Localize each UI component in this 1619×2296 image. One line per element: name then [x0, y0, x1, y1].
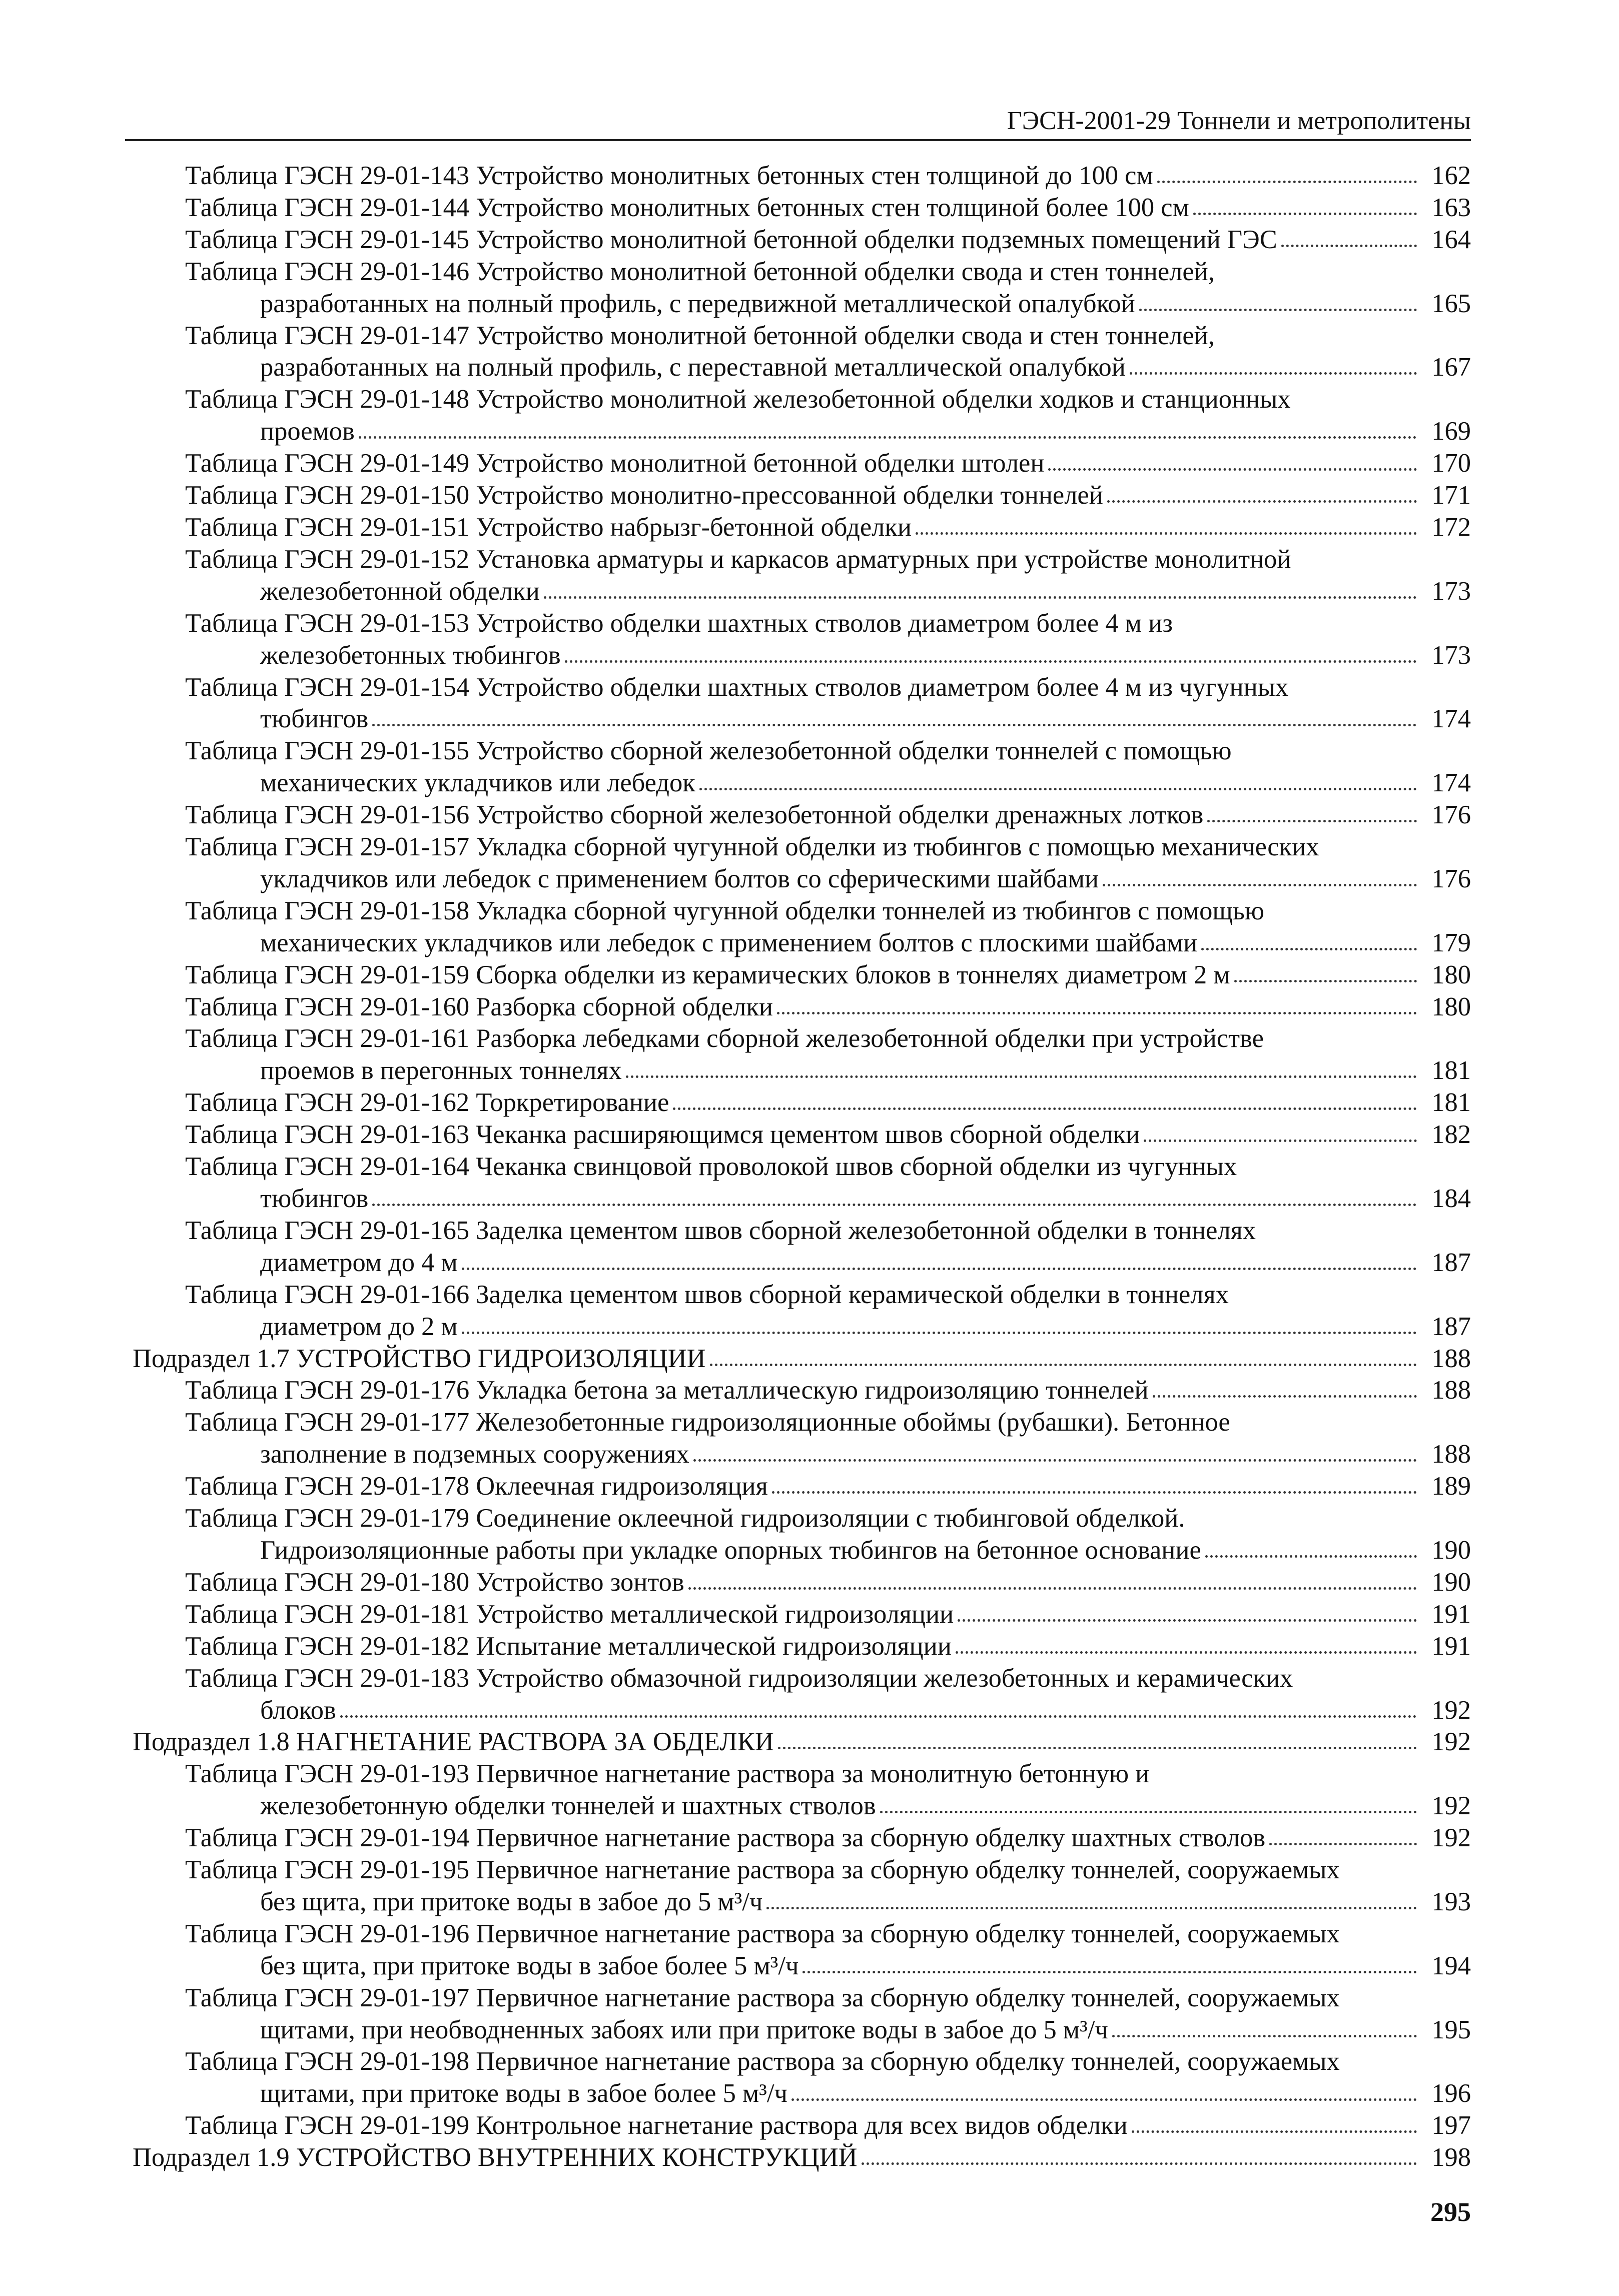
dot-leader [862, 2162, 1417, 2165]
toc-entry-line [185, 1471, 1471, 1503]
toc-entry-line [133, 2142, 1471, 2174]
toc-entry-line [185, 1087, 1471, 1119]
toc-entry-line [185, 1119, 1471, 1151]
toc-entry-line [185, 1535, 1471, 1567]
toc-page-number: 162 [1431, 161, 1471, 190]
toc-entry-line [185, 799, 1471, 831]
page-number: 295 [1430, 2197, 1471, 2227]
toc-table-entry[interactable] [125, 1119, 1471, 1151]
toc-subsection-entry[interactable] [125, 2142, 1471, 2174]
toc-table-entry[interactable] [125, 544, 1471, 608]
toc-entry-line [185, 991, 1471, 1023]
toc-table-entry[interactable] [125, 1503, 1471, 1567]
dot-leader [1269, 1843, 1417, 1845]
dot-leader [1130, 372, 1417, 375]
toc-entry-line [185, 767, 1471, 799]
toc-table-entry[interactable] [125, 1982, 1471, 2046]
toc-table-entry[interactable] [125, 991, 1471, 1023]
toc-entry-line [185, 480, 1471, 512]
toc-entry-text: Таблица ГЭСН 29-01-178 Оклеечная гидроизоляция [185, 1472, 768, 1501]
toc-page-number: 191 [1431, 1599, 1471, 1629]
toc-entry-text: Таблица ГЭСН 29-01-198 Первичное нагнетание раствора за сборную обделку тоннелей, сооружаемых [185, 2047, 1340, 2076]
dot-leader [372, 724, 1417, 726]
toc-page-number: 170 [1431, 449, 1471, 478]
dot-leader [673, 1107, 1417, 1110]
toc-table-entry[interactable] [125, 192, 1471, 224]
toc-entry-line [185, 2014, 1471, 2046]
toc-entry-line [185, 2078, 1471, 2110]
toc-table-entry[interactable] [125, 1087, 1471, 1119]
toc-entry-text: проемов в перегонных тоннелях [260, 1056, 622, 1085]
toc-table-entry[interactable] [125, 1471, 1471, 1503]
dot-leader [916, 532, 1417, 535]
toc-entry-line [185, 1790, 1471, 1822]
toc-entry-text: Таблица ГЭСН 29-01-156 Устройство сборной железобетонной обделки дренажных лотков [185, 800, 1204, 830]
toc-entry-line [185, 288, 1471, 320]
toc-table-entry[interactable] [125, 160, 1471, 192]
dot-leader [565, 660, 1417, 663]
toc-table-entry[interactable] [125, 2046, 1471, 2110]
toc-entry-line [185, 1023, 1471, 1055]
toc-table-entry[interactable] [125, 831, 1471, 895]
toc-entry-text: Таблица ГЭСН 29-01-163 Чеканка расширяющимся цементом швов сборной обделки [185, 1120, 1140, 1150]
toc-entry-text: блоков [260, 1695, 336, 1725]
dot-leader [688, 1587, 1417, 1590]
toc-entry-text: Таблица ГЭСН 29-01-179 Соединение оклеечной гидроизоляции с тюбинговой обделкой. [185, 1504, 1185, 1533]
toc-entry-line [185, 703, 1471, 735]
toc-entry-text: без щита, при притоке воды в забое более 5 м³/ч [260, 1951, 799, 1980]
toc-entry-line [185, 224, 1471, 256]
toc-entry-text: Таблица ГЭСН 29-01-196 Первичное нагнетание раствора за сборную обделку тоннелей, сооружаемых [185, 1919, 1340, 1948]
toc-page-number: 184 [1431, 1184, 1471, 1213]
toc-entry-text: тюбингов [260, 704, 369, 734]
toc-entry-text: щитами, при необводненных забоях или при притоке воды в забое до 5 м³/ч [260, 2015, 1108, 2044]
toc-page-number: 179 [1431, 928, 1471, 957]
toc-page-number: 193 [1431, 1887, 1471, 1916]
toc-page-number: 190 [1431, 1567, 1471, 1597]
toc-page-number: 187 [1431, 1248, 1471, 1277]
toc-table-entry[interactable] [125, 1599, 1471, 1631]
toc-table-entry[interactable] [125, 1151, 1471, 1215]
toc-entry-text: диаметром до 4 м [260, 1248, 458, 1277]
toc-page-number: 172 [1431, 512, 1471, 542]
dot-leader [1153, 1395, 1417, 1398]
toc-table-entry[interactable] [125, 224, 1471, 256]
toc-entry-line [185, 1375, 1471, 1407]
dot-leader [772, 1491, 1417, 1494]
toc-table-entry[interactable] [125, 1918, 1471, 1982]
toc-page-number: 187 [1431, 1312, 1471, 1341]
toc-table-entry[interactable] [125, 2110, 1471, 2142]
toc-table-entry[interactable] [125, 320, 1471, 384]
toc-entry-text: Подраздел 1.9 УСТРОЙСТВО ВНУТРЕННИХ КОНСТРУКЦИЙ [133, 2143, 858, 2172]
toc-entry-line [185, 1663, 1471, 1695]
toc-entry-line [185, 1151, 1471, 1183]
toc-entry-text: Таблица ГЭСН 29-01-152 Установка арматуры и каркасов арматурных при устройстве монолитной [185, 544, 1291, 574]
toc-table-entry[interactable] [125, 799, 1471, 831]
toc-page-number: 197 [1431, 2111, 1471, 2140]
toc-entry-line [185, 576, 1471, 608]
toc-entry-line [185, 2110, 1471, 2142]
toc-entry-line [185, 959, 1471, 991]
toc-table-entry[interactable] [125, 959, 1471, 991]
dot-leader [710, 1364, 1417, 1366]
toc-entry-line [185, 1567, 1471, 1599]
toc-entry-line [185, 1950, 1471, 1982]
toc-entry-text: тюбингов [260, 1184, 369, 1213]
toc-entry-line [185, 735, 1471, 767]
toc-entry-line [185, 416, 1471, 448]
toc-entry-line [185, 863, 1471, 895]
toc-entry-text: железобетонной обделки [260, 576, 540, 606]
toc-page-number: 194 [1431, 1951, 1471, 1980]
toc-entry-text: Таблица ГЭСН 29-01-177 Железобетонные гидроизоляционные обоймы (рубашки). Бетонное [185, 1408, 1230, 1437]
toc-entry-line [185, 1247, 1471, 1279]
toc-entry-line [185, 1886, 1471, 1918]
toc-entry-text: Гидроизоляционные работы при укладке опорных тюбингов на бетонное основание [260, 1535, 1201, 1565]
dot-leader [1193, 213, 1417, 215]
toc-entry-text: Таблица ГЭСН 29-01-150 Устройство монолитно-прессованной обделки тоннелей [185, 481, 1103, 510]
toc-entry-text: Таблица ГЭСН 29-01-143 Устройство монолитных бетонных стен толщиной до 100 см [185, 161, 1153, 190]
toc-entry-line [185, 352, 1471, 384]
toc-subsection-entry[interactable] [125, 1726, 1471, 1758]
toc-table-entry[interactable] [125, 895, 1471, 959]
toc-page-number: 192 [1431, 1791, 1471, 1821]
toc-table-entry[interactable] [125, 672, 1471, 736]
toc-page-number: 192 [1431, 1695, 1471, 1725]
toc-entry-line [185, 1822, 1471, 1854]
toc-entry-line [185, 1407, 1471, 1439]
toc-entry-line [185, 1695, 1471, 1727]
toc-entry-text: Таблица ГЭСН 29-01-176 Укладка бетона за металлическую гидроизоляцию тоннелей [185, 1376, 1149, 1405]
dot-leader [1107, 500, 1417, 503]
toc-entry-text: Таблица ГЭСН 29-01-157 Укладка сборной чугунной обделки из тюбингов с помощью механических [185, 832, 1319, 862]
toc-entry-text: Таблица ГЭСН 29-01-193 Первичное нагнетание раствора за монолитную бетонную и [185, 1759, 1150, 1789]
toc-table-entry[interactable] [125, 1663, 1471, 1727]
toc-table-entry[interactable] [125, 1567, 1471, 1599]
toc-page-number: 192 [1431, 1727, 1471, 1757]
toc-entry-text: Таблица ГЭСН 29-01-145 Устройство монолитной бетонной обделки подземных помещений ГЭС [185, 225, 1277, 254]
toc-entry-text: Таблица ГЭСН 29-01-194 Первичное нагнетание раствора за сборную обделку шахтных стволов [185, 1823, 1266, 1853]
toc-entry-line [185, 1918, 1471, 1950]
toc-entry-line [185, 1982, 1471, 2014]
toc-entry-line [185, 448, 1471, 480]
dot-leader [777, 1012, 1417, 1014]
dot-leader [791, 2098, 1417, 2101]
toc-entry-text: Таблица ГЭСН 29-01-199 Контрольное нагнетание раствора для всех видов обделки [185, 2111, 1128, 2140]
toc-page-number: 176 [1431, 800, 1471, 830]
dot-leader [956, 1651, 1417, 1654]
dot-leader [1157, 181, 1417, 183]
dot-leader [462, 1332, 1417, 1334]
dot-leader [766, 1907, 1417, 1909]
toc-table-entry[interactable] [125, 1822, 1471, 1854]
toc-page-number: 165 [1431, 289, 1471, 318]
toc-page-number: 192 [1431, 1823, 1471, 1853]
toc-page-number: 174 [1431, 704, 1471, 734]
toc-entry-text: Таблица ГЭСН 29-01-197 Первичное нагнетание раствора за сборную обделку тоннелей, сооружаемых [185, 1983, 1340, 2012]
toc-entry-text: Таблица ГЭСН 29-01-158 Укладка сборной чугунной обделки тоннелей из тюбингов с помощью [185, 896, 1264, 925]
toc-entry-text: заполнение в подземных сооружениях [260, 1440, 689, 1469]
toc-entry-text: без щита, при притоке воды в забое до 5 м³/ч [260, 1887, 763, 1916]
toc-entry-text: Подраздел 1.8 НАГНЕТАНИЕ РАСТВОРА ЗА ОБДЕЛКИ [133, 1727, 774, 1757]
toc-table-entry[interactable] [125, 1631, 1471, 1663]
dot-leader [544, 596, 1417, 599]
toc-page-number: 169 [1431, 417, 1471, 446]
toc-table-entry[interactable] [125, 1215, 1471, 1279]
toc-entry-line [185, 1631, 1471, 1663]
toc-entry-line [185, 831, 1471, 863]
toc-entry-text: железобетонную обделки тоннелей и шахтных стволов [260, 1791, 876, 1821]
toc-table-entry[interactable] [125, 384, 1471, 448]
toc-entry-line [185, 160, 1471, 192]
dot-leader [1205, 1555, 1417, 1558]
toc-entry-line [185, 1439, 1471, 1471]
dot-leader [1144, 1139, 1417, 1142]
toc-entry-text: укладчиков или лебедок с применением болтов со сферическими шайбами [260, 864, 1099, 893]
toc-entry-text: Подраздел 1.7 УСТРОЙСТВО ГИДРОИЗОЛЯЦИИ [133, 1344, 706, 1373]
toc-table-entry[interactable] [125, 1758, 1471, 1822]
dot-leader [340, 1715, 1417, 1718]
toc-entry-text: Таблица ГЭСН 29-01-164 Чеканка свинцовой проволокой швов сборной обделки из чугунных [185, 1152, 1237, 1182]
toc-entry-line [185, 927, 1471, 959]
toc-table-entry[interactable] [125, 448, 1471, 480]
toc-page-number: 188 [1431, 1440, 1471, 1469]
toc-table-entry[interactable] [125, 1023, 1471, 1087]
toc-entry-text: Таблица ГЭСН 29-01-153 Устройство обделки шахтных стволов диаметром более 4 м из [185, 608, 1173, 638]
toc-page-number: 188 [1431, 1376, 1471, 1405]
toc-entry-text: Таблица ГЭСН 29-01-149 Устройство монолитной бетонной обделки штолен [185, 449, 1045, 478]
toc-entry-line [185, 608, 1471, 640]
dot-leader [626, 1075, 1417, 1078]
dot-leader [1139, 309, 1417, 311]
toc-page-number: 173 [1431, 576, 1471, 606]
toc-page-number: 198 [1431, 2143, 1471, 2172]
toc-page-number: 189 [1431, 1472, 1471, 1501]
dot-leader [359, 436, 1417, 439]
toc-table-entry[interactable] [125, 512, 1471, 544]
toc-entry-line [185, 895, 1471, 927]
toc-entry-line [185, 192, 1471, 224]
toc-entry-text: Таблица ГЭСН 29-01-151 Устройство набрызг-бетонной обделки [185, 512, 912, 542]
dot-leader [1201, 948, 1417, 950]
toc-page-number: 182 [1431, 1120, 1471, 1150]
toc-page-number: 181 [1431, 1056, 1471, 1085]
toc-entry-text: Таблица ГЭСН 29-01-165 Заделка цементом швов сборной железобетонной обделки в тоннелях [185, 1216, 1256, 1245]
toc-entry-text: Таблица ГЭСН 29-01-182 Испытание металлической гидроизоляции [185, 1631, 952, 1661]
toc-entry-text: Таблица ГЭСН 29-01-195 Первичное нагнетание раствора за сборную обделку тоннелей, сооружаемых [185, 1855, 1340, 1885]
dot-leader [693, 1459, 1417, 1462]
toc-page-number: 180 [1431, 992, 1471, 1021]
toc-entry-line [185, 1854, 1471, 1886]
toc-entry-text: Таблица ГЭСН 29-01-154 Устройство обделки шахтных стволов диаметром более 4 м из чугунных [185, 672, 1289, 702]
toc-page-number: 174 [1431, 768, 1471, 798]
toc-entry-text: Таблица ГЭСН 29-01-147 Устройство монолитной бетонной обделки свода и стен тоннелей, [185, 321, 1215, 350]
toc-page-number: 196 [1431, 2079, 1471, 2108]
toc-page-number: 188 [1431, 1344, 1471, 1373]
dot-leader [699, 788, 1417, 790]
toc-page-number: 167 [1431, 353, 1471, 382]
toc-page-number: 181 [1431, 1088, 1471, 1117]
toc-entry-text: Таблица ГЭСН 29-01-155 Устройство сборной железобетонной обделки тоннелей с помощью [185, 736, 1232, 766]
toc-entry-line [133, 1343, 1471, 1375]
dot-leader [372, 1204, 1417, 1206]
toc-entry-text: Таблица ГЭСН 29-01-183 Устройство обмазочной гидроизоляции железобетонных и керамических [185, 1663, 1293, 1693]
toc-entry-line [185, 1758, 1471, 1790]
toc-entry-text: Таблица ГЭСН 29-01-166 Заделка цементом швов сборной керамической обделки в тоннелях [185, 1280, 1229, 1309]
toc-entry-text: Таблица ГЭСН 29-01-148 Устройство монолитной железобетонной обделки ходков и станционных [185, 385, 1291, 414]
dot-leader [880, 1811, 1417, 1813]
toc-page-number: 191 [1431, 1631, 1471, 1661]
toc-entry-line [185, 1215, 1471, 1247]
toc-page-number: 180 [1431, 960, 1471, 989]
toc-entry-text: Таблица ГЭСН 29-01-162 Торкретирование [185, 1088, 669, 1117]
dot-leader [1207, 820, 1417, 822]
toc-entry-text: разработанных на полный профиль, с переставной металлической опалубкой [260, 353, 1126, 382]
dot-leader [1103, 884, 1417, 886]
toc-entry-text: механических укладчиков или лебедок с применением болтов с плоскими шайбами [260, 928, 1198, 957]
toc-entry-text: проемов [260, 417, 355, 446]
toc-entry-text: Таблица ГЭСН 29-01-160 Разборка сборной обделки [185, 992, 773, 1021]
toc-subsection-entry[interactable] [125, 1343, 1471, 1375]
toc-page-number: 164 [1431, 225, 1471, 254]
toc-entry-text: щитами, при притоке воды в забое более 5 м³/ч [260, 2079, 787, 2108]
toc-entry-line [185, 256, 1471, 288]
dot-leader [778, 1747, 1417, 1749]
toc-entry-line [185, 320, 1471, 352]
toc-table-entry[interactable] [125, 480, 1471, 512]
toc-page-number: 190 [1431, 1535, 1471, 1565]
toc-entry-text: Таблица ГЭСН 29-01-181 Устройство металлической гидроизоляции [185, 1599, 954, 1629]
running-header-title: ГЭСН-2001-29 Тоннели и метрополитены [1007, 107, 1471, 135]
toc-entry-line [133, 1726, 1471, 1758]
dot-leader [1048, 468, 1417, 471]
toc-entry-line [185, 512, 1471, 544]
toc-table-entry[interactable] [125, 256, 1471, 320]
toc-entry-line [185, 672, 1471, 704]
dot-leader [1112, 2035, 1417, 2037]
toc-table-entry[interactable] [125, 735, 1471, 799]
toc-entry-text: Таблица ГЭСН 29-01-146 Устройство монолитной бетонной обделки свода и стен тоннелей, [185, 257, 1215, 286]
toc-entry-text: разработанных на полный профиль, с передвижной металлической опалубкой [260, 289, 1135, 318]
toc-table-entry[interactable] [125, 608, 1471, 672]
toc-entry-line [185, 1311, 1471, 1343]
table-of-contents [125, 160, 1471, 2174]
toc-entry-line [185, 1183, 1471, 1215]
running-header [125, 106, 1471, 141]
dot-leader [1281, 245, 1417, 247]
toc-entry-text: диаметром до 2 м [260, 1312, 458, 1341]
toc-table-entry[interactable] [125, 1375, 1471, 1407]
toc-entry-line [185, 1599, 1471, 1631]
toc-table-entry[interactable] [125, 1279, 1471, 1343]
dot-leader [958, 1619, 1417, 1622]
dot-leader [1132, 2130, 1417, 2133]
dot-leader [1234, 980, 1417, 982]
toc-table-entry[interactable] [125, 1854, 1471, 1918]
toc-entry-line [185, 640, 1471, 672]
toc-page-number: 171 [1431, 481, 1471, 510]
toc-entry-text: Таблица ГЭСН 29-01-161 Разборка лебедками сборной железобетонной обделки при устройстве [185, 1024, 1264, 1053]
toc-page-number: 163 [1431, 193, 1471, 222]
toc-entry-line [185, 1503, 1471, 1535]
toc-entry-text: Таблица ГЭСН 29-01-159 Сборка обделки из керамических блоков в тоннелях диаметром 2 м [185, 960, 1230, 989]
toc-entry-text: железобетонных тюбингов [260, 640, 561, 670]
toc-entry-text: Таблица ГЭСН 29-01-180 Устройство зонтов [185, 1567, 684, 1597]
dot-leader [802, 1971, 1417, 1973]
toc-entry-line [185, 1279, 1471, 1311]
dot-leader [462, 1268, 1417, 1270]
toc-table-entry[interactable] [125, 1407, 1471, 1471]
toc-entry-text: механических укладчиков или лебедок [260, 768, 695, 798]
toc-entry-line [185, 2046, 1471, 2078]
toc-entry-text: Таблица ГЭСН 29-01-144 Устройство монолитных бетонных стен толщиной более 100 см [185, 193, 1189, 222]
toc-page-number: 176 [1431, 864, 1471, 893]
toc-page-number: 173 [1431, 640, 1471, 670]
toc-entry-line [185, 384, 1471, 416]
toc-page-number: 195 [1431, 2015, 1471, 2044]
toc-entry-line [185, 1055, 1471, 1087]
toc-entry-line [185, 544, 1471, 576]
